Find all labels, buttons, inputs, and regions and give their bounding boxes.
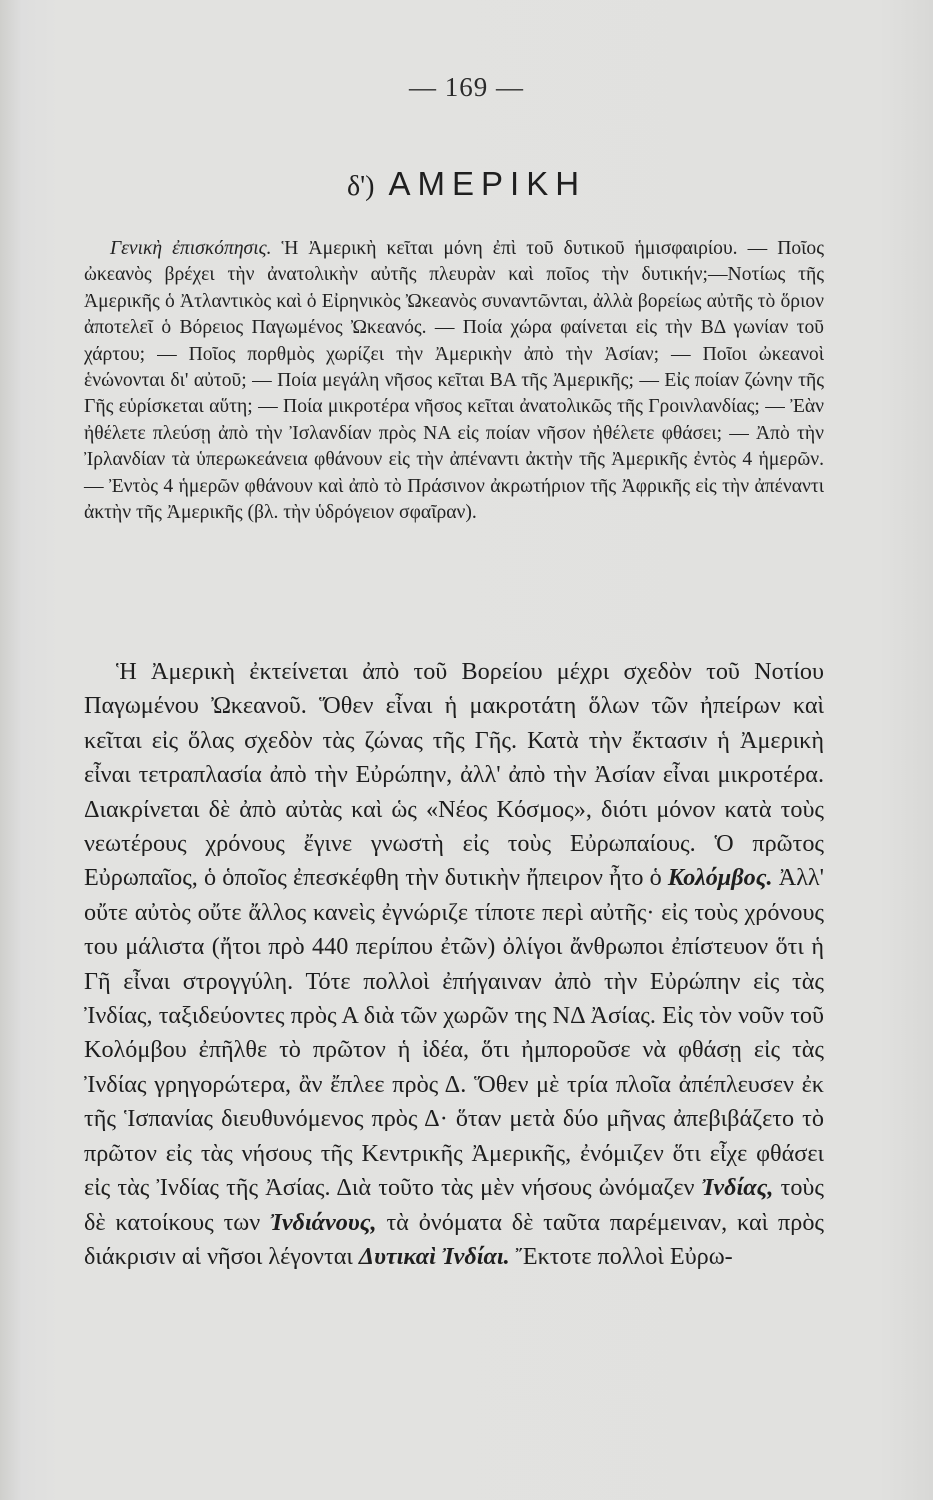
emphasis-indianous: Ἰνδιάνους, bbox=[270, 1208, 377, 1236]
body-paragraph bbox=[84, 655, 824, 1274]
body-text-2: Ἀλλ' οὔτε αὐτὸς οὔτε ἄλλος κανεὶς ἐγνώριζε τίποτε περὶ αὐτῆς· εἰς τοὺς χρόνους του μάλιστα (ἤτοι πρὸ 440 περίπου ἐτῶν) ὀλίγοι ἄνθρωποι ἐπίστευον ὅτι ἡ Γῆ εἶναι στρογγύλη. Τότε πολλοὶ ἐπήγαιναν ἀπὸ τὴν Εὐρώπην εἰς τὰς Ἰνδίας, ταξιδεύοντες πρὸς Α διὰ τῶν χωρῶν της ΝΔ Ἀσίας. Εἰς τὸν νοῦν τοῦ Κολόμβου ἐπῆλθε τὸ πρῶτον ἡ ἰδέα, ὅτι ἠμποροῦσε νὰ φθάσῃ εἰς τὰς Ἰνδίας γρηγορώτερα, ἂν ἔπλεε πρὸς Δ. Ὅθεν μὲ τρία πλοῖα ἀπέπλευσεν ἐκ τῆς Ἱσπανίας διευθυνόμενος πρὸς Δ· ὅταν μετὰ δύο μῆνας ἀπεβιβάζετο τὸ πρῶτον εἰς τὰς νήσους τῆς Κεντρικῆς Ἀμερικῆς, ἐνόμιζεν ὅτι εἶχε φθάσει εἰς τὰς Ἰνδίας τῆς Ἀσίας. Διὰ τοῦτο τὰς μὲν νήσους ὠνόμαζεν bbox=[84, 864, 825, 1202]
body-text-3: τοὺς δὲ κατοίκους των bbox=[84, 1174, 824, 1236]
chapter-prefix: δ') bbox=[346, 171, 375, 202]
intro-lead: Γενικὴ ἐπισκόπησις. bbox=[110, 238, 272, 259]
body-text-5: Ἔκτοτε πολλοὶ Εὐρω- bbox=[509, 1242, 733, 1270]
body-text-4: τὰ ὀνόματα δὲ ταῦτα παρέμειναν, καὶ πρὸς διάκρισιν αἱ νῆσοι λέγονται bbox=[84, 1208, 825, 1270]
emphasis-indias: Ἰνδίας, bbox=[701, 1174, 774, 1202]
body-text-1: Ἡ Ἀμερικὴ ἐκτείνεται ἀπὸ τοῦ Βορείου μέχρι σχεδὸν τοῦ Νοτίου Παγωμένου Ὠκεανοῦ. Ὅθεν εἶναι ἡ μακροτάτη ὅλων τῶν ἠπείρων καὶ κεῖται εἰς ὅλας σχεδὸν τὰς ζώνας τῆς Γῆς. Κατὰ τὴν ἔκτασιν ἡ Ἀμερικὴ εἶναι τετραπλασία ἀπὸ τὴν Εὐρώπην, ἀλλ' ἀπὸ τὴν Ἀσίαν εἶναι μικροτέρα. Διακρίνεται δὲ ἀπὸ αὐτὰς καὶ ὡς «Νέος Κόσμος», διότι μόνον κατὰ τοὺς νεωτέρους χρόνους ἔγινε γνωστὴ εἰς τοὺς Εὐρωπαίους. Ὁ πρῶτος Εὐρωπαῖος, ὁ ὁποῖος ἐπεσκέφθη τὴν δυτικὴν ἤπειρον ἦτο ὁ bbox=[84, 658, 824, 892]
intro-text: Ἡ Ἀμερικὴ κεῖται μόνη ἐπὶ τοῦ δυτικοῦ ἡμισφαιρίου. — Ποῖος ὠκεανὸς βρέχει τὴν ἀνατολικὴν αὐτῆς πλευρὰν καὶ ποῖος τὴν δυτικήν;—Νοτίως τῆς Ἀμερικῆς ὁ Ἀτλαντικὸς καὶ ὁ Εἰρηνικὸς Ὠκεανὸς συναντῶνται, ἀλλὰ βορείως αὐτῆς τὸ ὅριον ἀποτελεῖ ὁ Βόρειος Παγωμένος Ὠκεανός. — Ποία χώρα φαίνεται εἰς τὴν ΒΔ γωνίαν τοῦ χάρτου; — Ποῖος πορθμὸς χωρίζει τὴν Ἀμερικὴν ἀπὸ τὴν Ἀσίαν; — Ποῖοι ὠκεανοὶ ἑνώνονται δι' αὐτοῦ; — Ποία μεγάλη νῆσος κεῖται ΒΑ τῆς Ἀμερικῆς; — Εἰς ποίαν ζώνην τῆς Γῆς εὑρίσκεται αὕτη; — Ποία μικροτέρα νῆσος κεῖται ἀνατολικῶς τῆς Γροινλανδίας; — Ἐὰν ἠθέλετε πλεύσῃ ἀπὸ τὴν Ἰσλανδίαν πρὸς ΝΑ εἰς ποίαν νῆσον ἠθέλετε φθάσει; — Ἀπὸ τὴν Ἰρλανδίαν τὰ ὑπερωκεάνεια φθάνουν εἰς τὴν ἀπέναντι ἀκτὴν τῆς Ἀμερικῆς ἐντὸς 4 ἡμερῶν.— Ἐντὸς 4 ἡμερῶν φθάνουν καὶ ἀπὸ τὸ Πράσινον ἀκρωτήριον τῆς Ἀφρικῆς εἰς τὴν ἀπέναντι ἀκτὴν τῆς Ἀμερικῆς (βλ. τὴν ὑδρόγειον σφαῖραν). bbox=[84, 238, 824, 524]
intro-paragraph bbox=[84, 236, 824, 526]
chapter-title: ΑΜΕΡΙΚΗ bbox=[388, 165, 587, 202]
page-number: — 169 — bbox=[409, 72, 524, 102]
emphasis-kolomvos: Κολόμβος. bbox=[667, 864, 773, 892]
emphasis-dytikai-indiai: Δυτικαὶ Ἰνδίαι. bbox=[358, 1242, 510, 1270]
chapter-heading bbox=[0, 164, 933, 203]
